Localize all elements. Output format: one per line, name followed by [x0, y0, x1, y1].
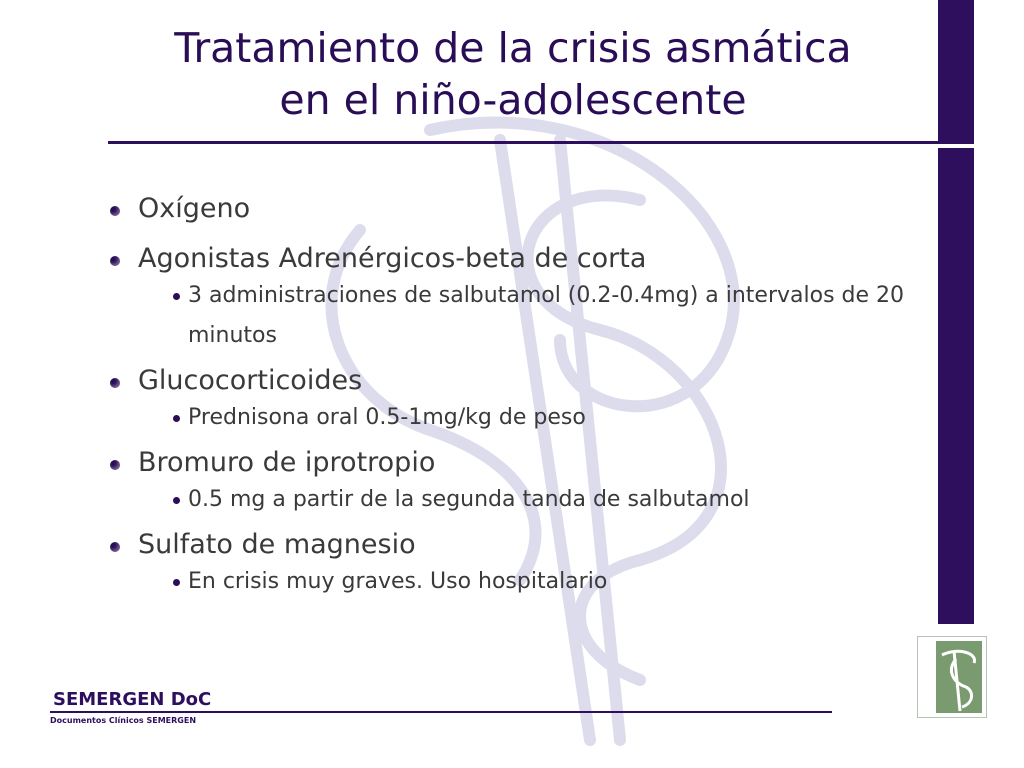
bullet-icon: [110, 378, 120, 388]
bullet-item: [108, 242, 928, 276]
sub-bullet-text: 0.5 mg a partir de la segunda tanda de salbutamol: [188, 487, 750, 512]
right-accent-bar-bottom: [938, 148, 974, 624]
sub-bullet-text: En crisis muy graves. Uso hospitalario: [188, 569, 608, 594]
footer-divider: [50, 711, 832, 713]
logo-caduceus-icon: [918, 637, 986, 717]
slide-title: [108, 22, 918, 126]
bullet-text: Glucocorticoides: [138, 365, 363, 396]
sub-bullet-item: [188, 398, 928, 438]
sub-bullet-icon: [173, 497, 180, 504]
bullet-text: Oxígeno: [138, 193, 251, 224]
bullet-text: Bromuro de iprotropio: [138, 447, 436, 478]
bullet-icon: [110, 206, 120, 216]
bullet-text: Agonistas Adrenérgicos-beta de corta: [138, 243, 647, 274]
bullet-item: [108, 528, 928, 562]
sub-bullet-item: [188, 562, 928, 602]
title-line-1: Tratamiento de la crisis asmática: [174, 24, 852, 72]
bullet-icon: [110, 256, 120, 266]
sub-bullet-item: [188, 276, 928, 356]
bullet-item: [108, 446, 928, 480]
semergen-logo: [917, 636, 987, 718]
bullet-item: [108, 192, 928, 226]
bullet-icon: [110, 460, 120, 470]
footer-brand: SEMERGEN DoC: [53, 689, 212, 710]
sub-bullet-text: Prednisona oral 0.5-1mg/kg de peso: [188, 405, 586, 430]
right-accent-bar-top: [938, 0, 974, 141]
bullet-icon: [110, 542, 120, 552]
sub-bullet-item: [188, 480, 928, 520]
sub-bullet-text: 3 administraciones de salbutamol (0.2-0.4mg) a intervalos de 20 minutos: [188, 283, 905, 348]
bullet-text: Sulfato de magnesio: [138, 529, 416, 560]
title-line-2: en el niño-adolescente: [279, 76, 747, 124]
bullet-item: [108, 364, 928, 398]
title-divider: [108, 141, 974, 144]
bullet-list: [108, 192, 928, 610]
footer-subtitle: Documentos Clínicos SEMERGEN: [50, 716, 197, 725]
sub-bullet-icon: [173, 579, 180, 586]
sub-bullet-icon: [173, 293, 180, 300]
sub-bullet-icon: [173, 415, 180, 422]
